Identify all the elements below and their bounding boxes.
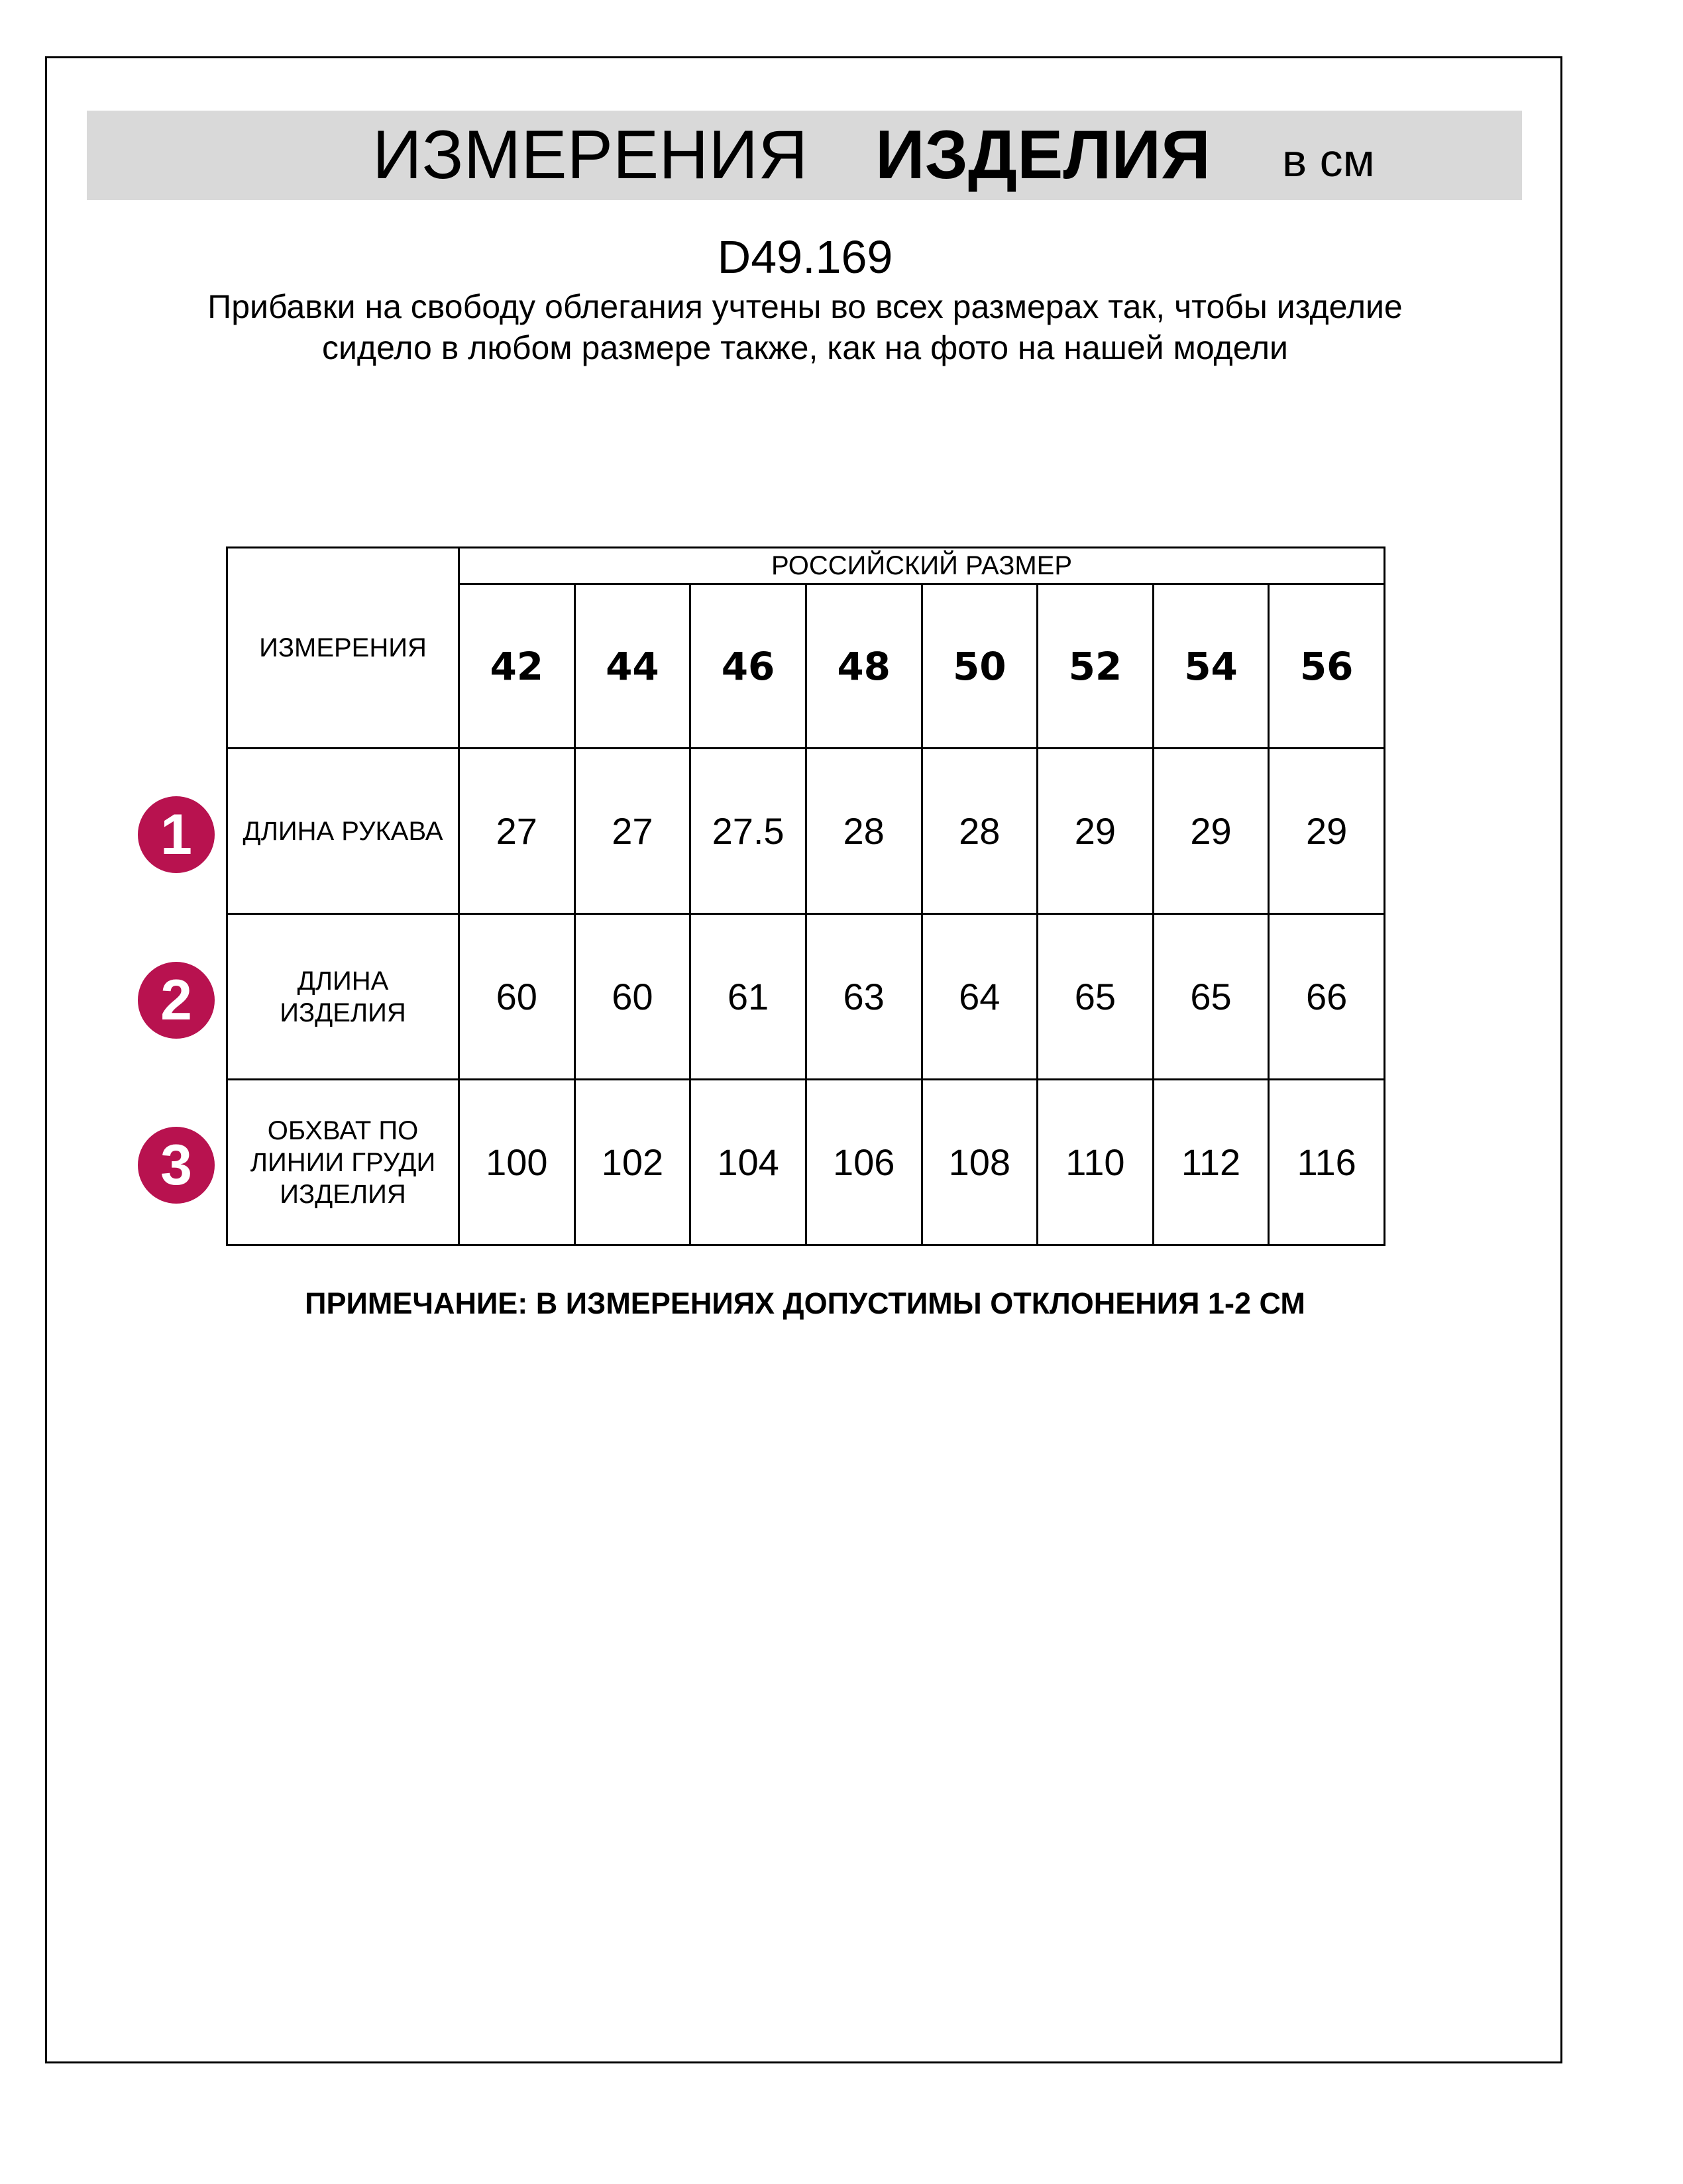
table-cell: 29 (1269, 749, 1385, 914)
row-label-line: ДЛИНА (297, 966, 389, 996)
row-label-line: ЛИНИИ ГРУДИ (250, 1147, 436, 1177)
size-header-cell: 46 (690, 584, 806, 749)
title-unit: в см (1282, 134, 1375, 186)
row-label (227, 749, 459, 914)
title-bar (87, 111, 1522, 200)
size-header-cell: 42 (459, 584, 575, 749)
table-cell: 27 (459, 749, 575, 914)
table-cell: 60 (574, 914, 690, 1080)
table-cell: 104 (690, 1080, 806, 1245)
table-cell: 29 (1038, 749, 1154, 914)
size-header-cell: 52 (1038, 584, 1154, 749)
title-measurements: ИЗМЕРЕНИЯ (372, 117, 808, 193)
table-cell: 112 (1153, 1080, 1269, 1245)
row-number-badge-3: 3 (138, 1127, 215, 1204)
size-header-cell: 50 (922, 584, 1038, 749)
intro-text: Прибавки на свободу облегания учтены во всех размерах так, чтобы изделие сидело в любом размере также, как на фото на нашей модели (207, 288, 1403, 366)
table-cell: 102 (574, 1080, 690, 1245)
row-number-badge-2: 2 (138, 962, 215, 1039)
product-code: D49.169 (717, 231, 893, 283)
table-cell: 63 (806, 914, 922, 1080)
tolerance-note: ПРИМЕЧАНИЕ: В ИЗМЕРЕНИЯХ ДОПУСТИМЫ ОТКЛОНЕНИЯ 1-2 СМ (305, 1286, 1305, 1320)
table-cell: 64 (922, 914, 1038, 1080)
row-number-badge-1: 1 (138, 796, 215, 873)
table-cell: 106 (806, 1080, 922, 1245)
measurements-header: ИЗМЕРЕНИЯ (227, 548, 459, 749)
table-cell: 66 (1269, 914, 1385, 1080)
table-cell: 116 (1269, 1080, 1385, 1245)
row-label-line: ИЗДЕЛИЯ (280, 998, 406, 1027)
size-table (226, 546, 1385, 1246)
table-cell: 65 (1153, 914, 1269, 1080)
table-cell: 61 (690, 914, 806, 1080)
table-cell: 27.5 (690, 749, 806, 914)
table-cell: 28 (806, 749, 922, 914)
table-cell: 60 (459, 914, 575, 1080)
table-row (227, 749, 1385, 914)
table-cell: 100 (459, 1080, 575, 1245)
title-product: ИЗДЕЛИЯ (875, 117, 1211, 193)
table-row (227, 1080, 1385, 1245)
size-header-cell: 48 (806, 584, 922, 749)
table-row (227, 914, 1385, 1080)
row-label-line: ИЗДЕЛИЯ (280, 1179, 406, 1209)
table-cell: 65 (1038, 914, 1154, 1080)
table-cell: 27 (574, 749, 690, 914)
table-cell: 29 (1153, 749, 1269, 914)
row-label-line: ОБХВАТ ПО (267, 1116, 419, 1145)
size-group-header: РОССИЙСКИЙ РАЗМЕР (459, 548, 1385, 584)
table-cell: 110 (1038, 1080, 1154, 1245)
size-header-cell: 44 (574, 584, 690, 749)
row-label (227, 914, 459, 1080)
table-cell: 28 (922, 749, 1038, 914)
row-label (227, 1080, 459, 1245)
size-header-cell: 54 (1153, 584, 1269, 749)
table-cell: 108 (922, 1080, 1038, 1245)
size-header-cell: 56 (1269, 584, 1385, 749)
row-label-line: ДЛИНА РУКАВА (243, 816, 443, 846)
